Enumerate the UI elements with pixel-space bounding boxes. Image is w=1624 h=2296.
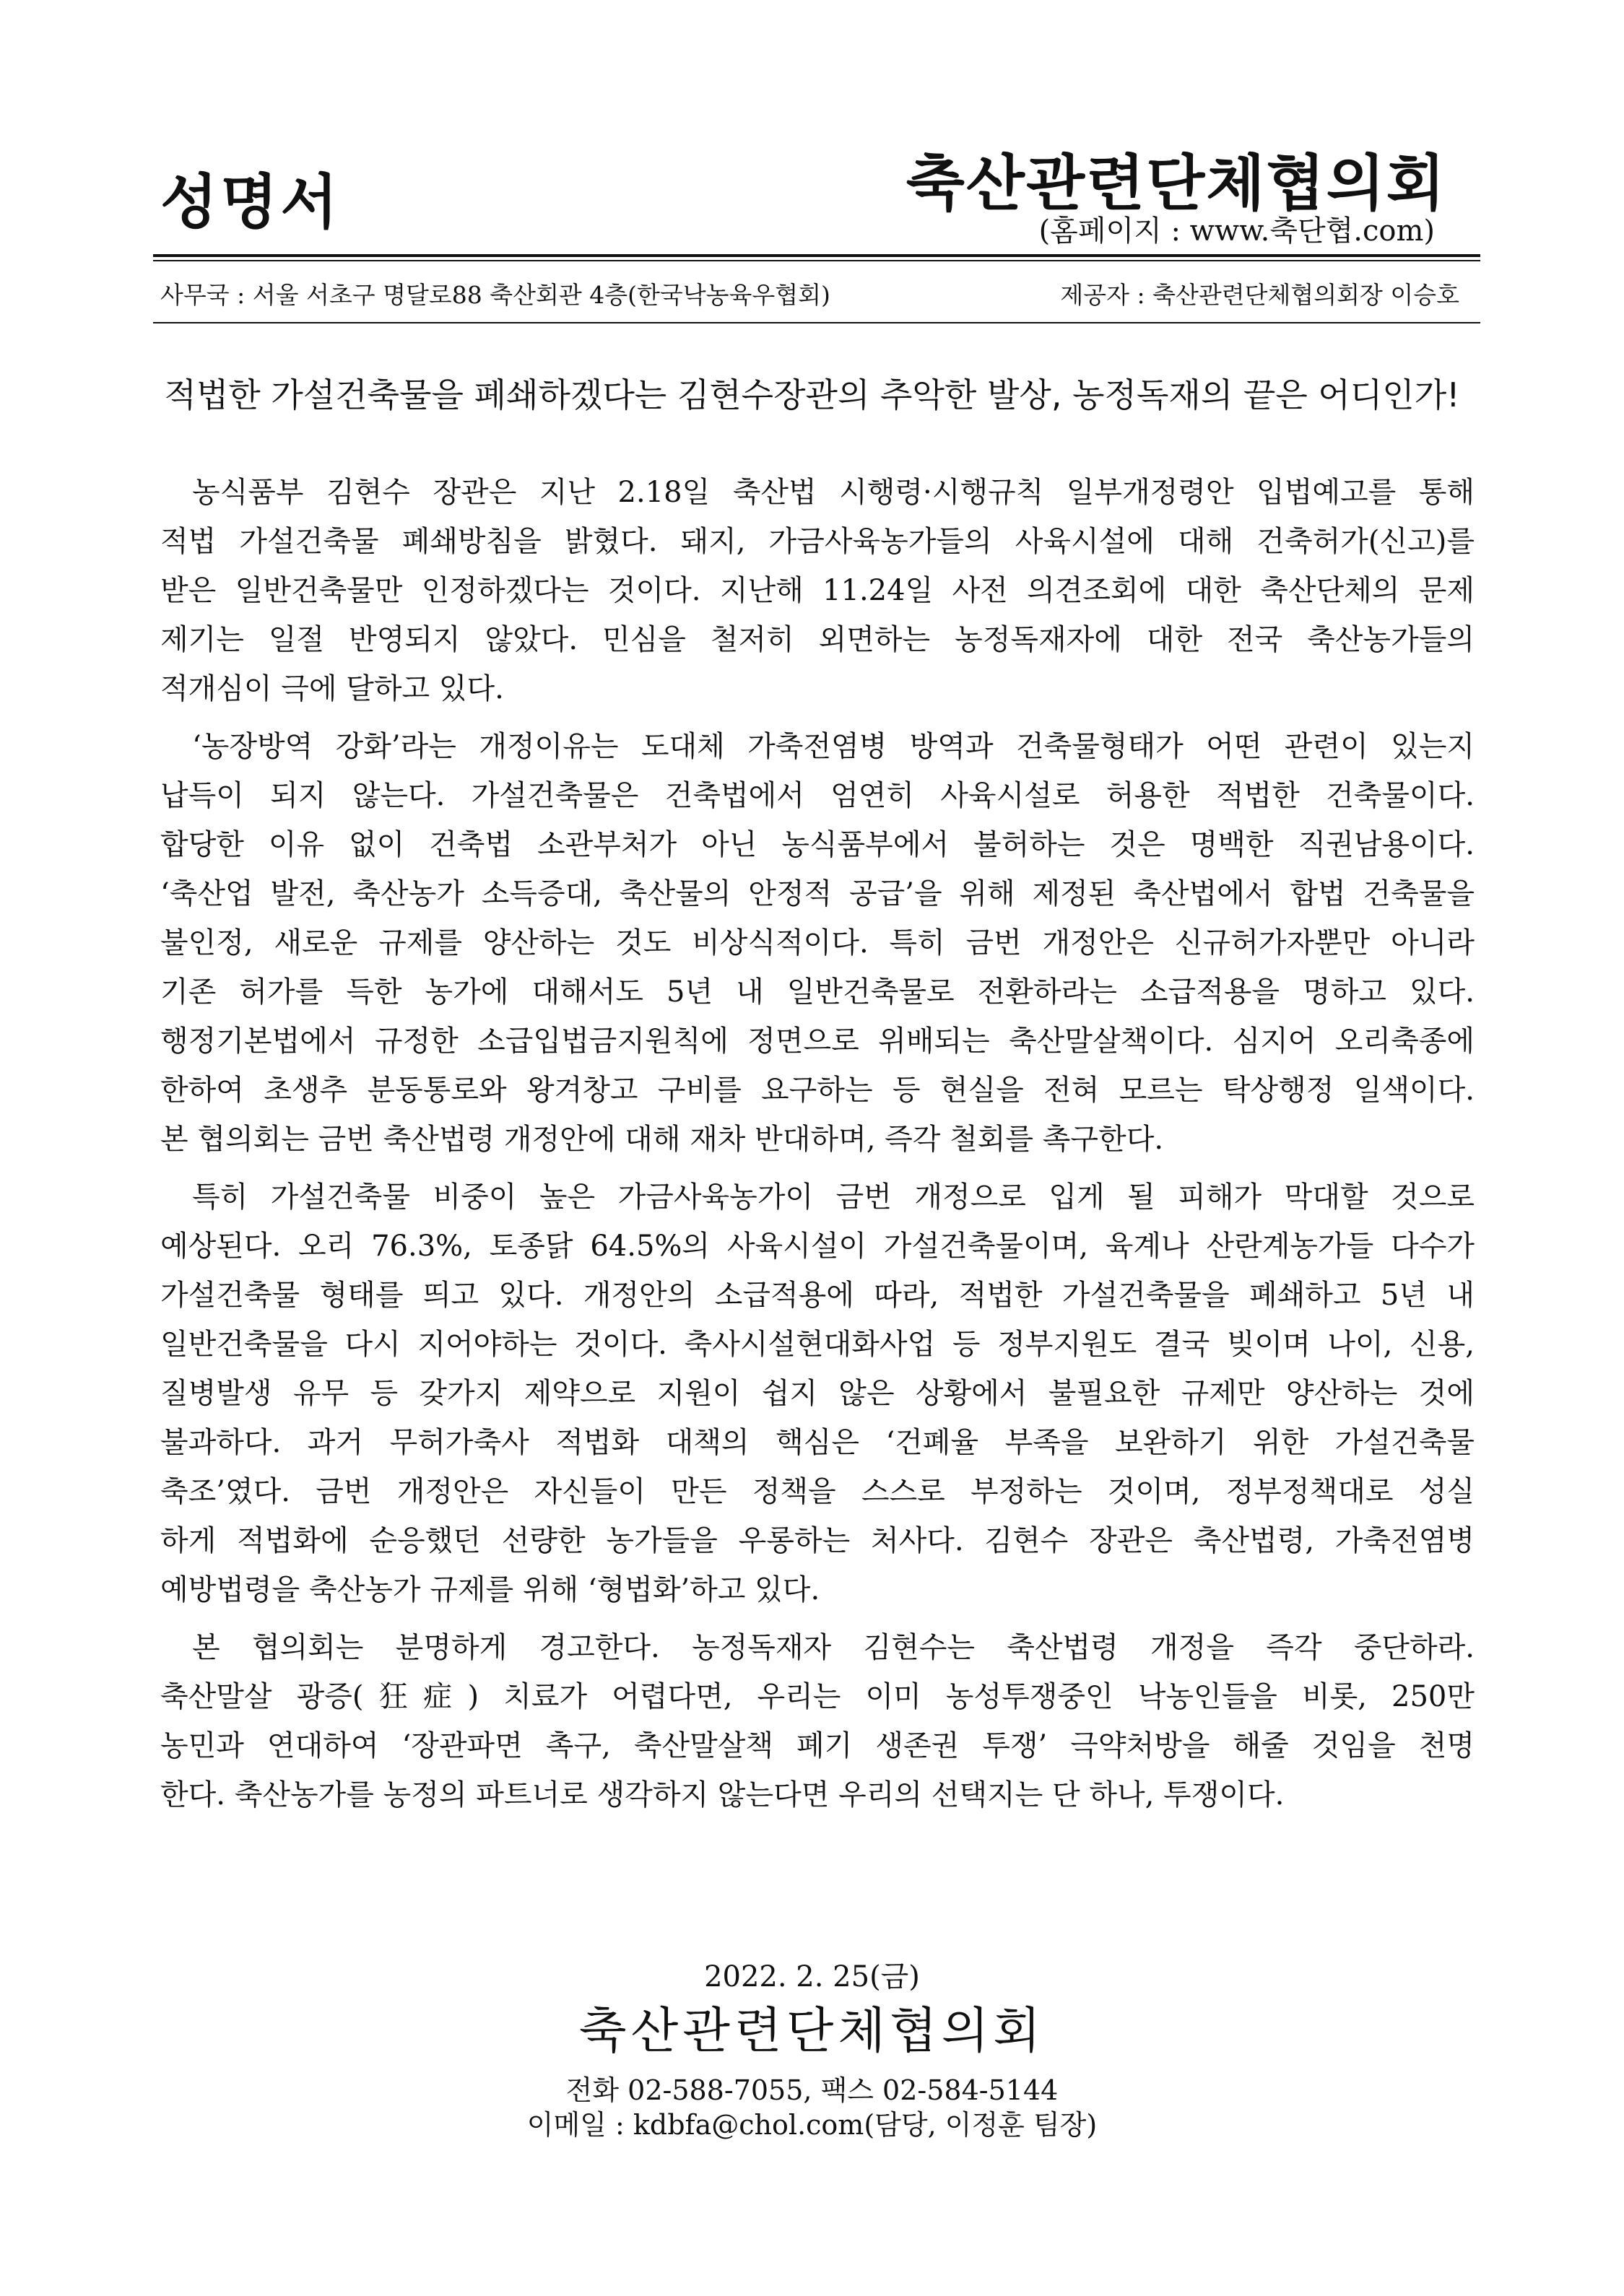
body-line: 본 협의회는 분명하게 경고한다. 농정독재자 김현수는 축산법령 개정을 즉각 중단하라. <box>192 1631 1475 1664</box>
signature-organization: 축산관련단체협의회 <box>578 2003 1046 2060</box>
body-line: 가설건축물 형태를 띄고 있다. 개정안의 소급적용에 따라, 적법한 가설건축물을 폐쇄하고 5년 내 <box>160 1279 1475 1312</box>
body-line: 기존 허가를 득한 농가에 대해서도 5년 내 일반건축물로 전환하라는 소급적용을 명하고 있다. <box>160 975 1475 1009</box>
body-line: 일반건축물을 다시 지어야하는 것이다. 축사시설현대화사업 등 정부지원도 결국 빚이며 나이, 신용, <box>160 1328 1475 1361</box>
homepage-address: (홈페이지 : www.축단협.com) <box>1038 214 1435 248</box>
body-line: 제기는 일절 반영되지 않았다. 민심을 철저히 외면하는 농정독재자에 대한 전국 축산농가들의 <box>160 623 1475 656</box>
organization-title: 축산관련단체협의회 <box>906 148 1446 219</box>
body-line: 합당한 이유 없이 건축법 소관부처가 아닌 농식품부에서 불허하는 것은 명백한 직권남용이다. <box>160 828 1475 861</box>
body-line: 불과하다. 과거 무허가축사 적법화 대책의 핵심은 ‘건폐율 부족을 보완하기 위한 가설건축물 <box>160 1426 1475 1459</box>
office-address: 사무국 : 서울 서초구 명달로88 축산회관 4층(한국낙농육우협회) <box>160 281 830 309</box>
statement-body <box>160 468 1475 1828</box>
body-line: 적법 가설건축물 폐쇄방침을 밝혔다. 돼지, 가금사육농가들의 사육시설에 대해 건축허가(신고)를 <box>160 525 1475 558</box>
header-rule-thin <box>153 260 1480 261</box>
body-line: 본 협의회는 금번 축산법령 개정안에 대해 재차 반대하며, 즉각 철회를 촉구한다. <box>160 1123 1164 1156</box>
meta-rule <box>153 322 1480 323</box>
body-line: 행정기본법에서 규정한 소급입법금지원칙에 정면으로 위배되는 축산말살책이다. 심지어 오리축종에 <box>160 1025 1475 1058</box>
body-line: 축조’였다. 금번 개정안은 자신들이 만든 정책을 스스로 부정하는 것이며, 정부정책대로 성실 <box>160 1475 1475 1508</box>
body-line: 한하여 초생추 분동통로와 왕겨창고 구비를 요구하는 등 현실을 전혀 모르는 탁상행정 일색이다. <box>160 1074 1475 1107</box>
statement-date: 2022. 2. 25(금) <box>704 1960 920 1993</box>
body-line: 예방법령을 축산농가 규제를 위해 ‘형법화’하고 있다. <box>160 1573 820 1606</box>
provider: 제공자 : 축산관련단체협의회장 이승호 <box>1060 281 1459 309</box>
body-line: 축산말살 광증(狂症) 치료가 어렵다면, 우리는 이미 농성투쟁중인 낙농인들을 비롯, 250만 <box>160 1680 1475 1713</box>
header-rule-thick <box>153 254 1480 257</box>
body-line: 질병발생 유무 등 갖가지 제약으로 지원이 쉽지 않은 상황에서 불필요한 규제만 양산하는 것에 <box>160 1377 1475 1410</box>
body-line: 한다. 축산농가를 농정의 파트너로 생각하지 않는다면 우리의 선택지는 단 하나, 투쟁이다. <box>160 1778 1285 1812</box>
body-line: 적개심이 극에 달하고 있다. <box>160 672 504 705</box>
document-type: 성명서 <box>160 168 341 237</box>
body-line: 불인정, 새로운 규제를 양산하는 것도 비상식적이다. 특히 금번 개정안은 신규허가자뿐만 아니라 <box>160 926 1475 960</box>
body-line: 하게 적법화에 순응했던 선량한 농가들을 우롱하는 처사다. 김현수 장관은 축산법령, 가축전염병 <box>160 1524 1475 1557</box>
body-line: 농식품부 김현수 장관은 지난 2.18일 축산법 시행령·시행규칙 일부개정령안 입법예고를 통해 <box>192 476 1475 509</box>
paragraph <box>160 468 1475 713</box>
paragraph <box>160 722 1475 1164</box>
header-meta-row <box>160 283 1459 307</box>
body-line: 예상된다. 오리 76.3%, 토종닭 64.5%의 사육시설이 가설건축물이며, 육계나 산란계농가들 다수가 <box>160 1230 1475 1263</box>
body-line: ‘농장방역 강화’라는 개정이유는 도대체 가축전염병 방역과 건축물형태가 어떤 관련이 있는지 <box>192 730 1475 763</box>
body-line: ‘축산업 발전, 축산농가 소득증대, 축산물의 안정적 공급’을 위해 제정된 축산법에서 합법 건축물을 <box>160 877 1475 910</box>
body-line: 특히 가설건축물 비중이 높은 가금사육농가이 금번 개정으로 입게 될 피해가 막대할 것으로 <box>192 1180 1475 1214</box>
body-line: 납득이 되지 않는다. 가설건축물은 건축법에서 엄연히 사육시설로 허용한 적법한 건축물이다. <box>160 779 1475 812</box>
contact-phone-fax: 전화 02-588-7055, 팩스 02-584-5144 <box>565 2074 1059 2106</box>
body-line: 받은 일반건축물만 인정하겠다는 것이다. 지난해 11.24일 사전 의견조회에 대한 축산단체의 문제 <box>160 574 1475 607</box>
body-line: 농민과 연대하여 ‘장관파면 촉구, 축산말살책 폐기 생존권 투쟁’ 극약처방을 해줄 것임을 천명 <box>160 1729 1475 1762</box>
paragraph <box>160 1173 1475 1614</box>
paragraph <box>160 1623 1475 1819</box>
headline: 적법한 가설건축물을 폐쇄하겠다는 김현수장관의 추악한 발상, 농정독재의 끝은 어디인가! <box>164 375 1460 414</box>
contact-email: 이메일 : kdbfa@chol.com(담당, 이정훈 팀장) <box>526 2109 1098 2141</box>
